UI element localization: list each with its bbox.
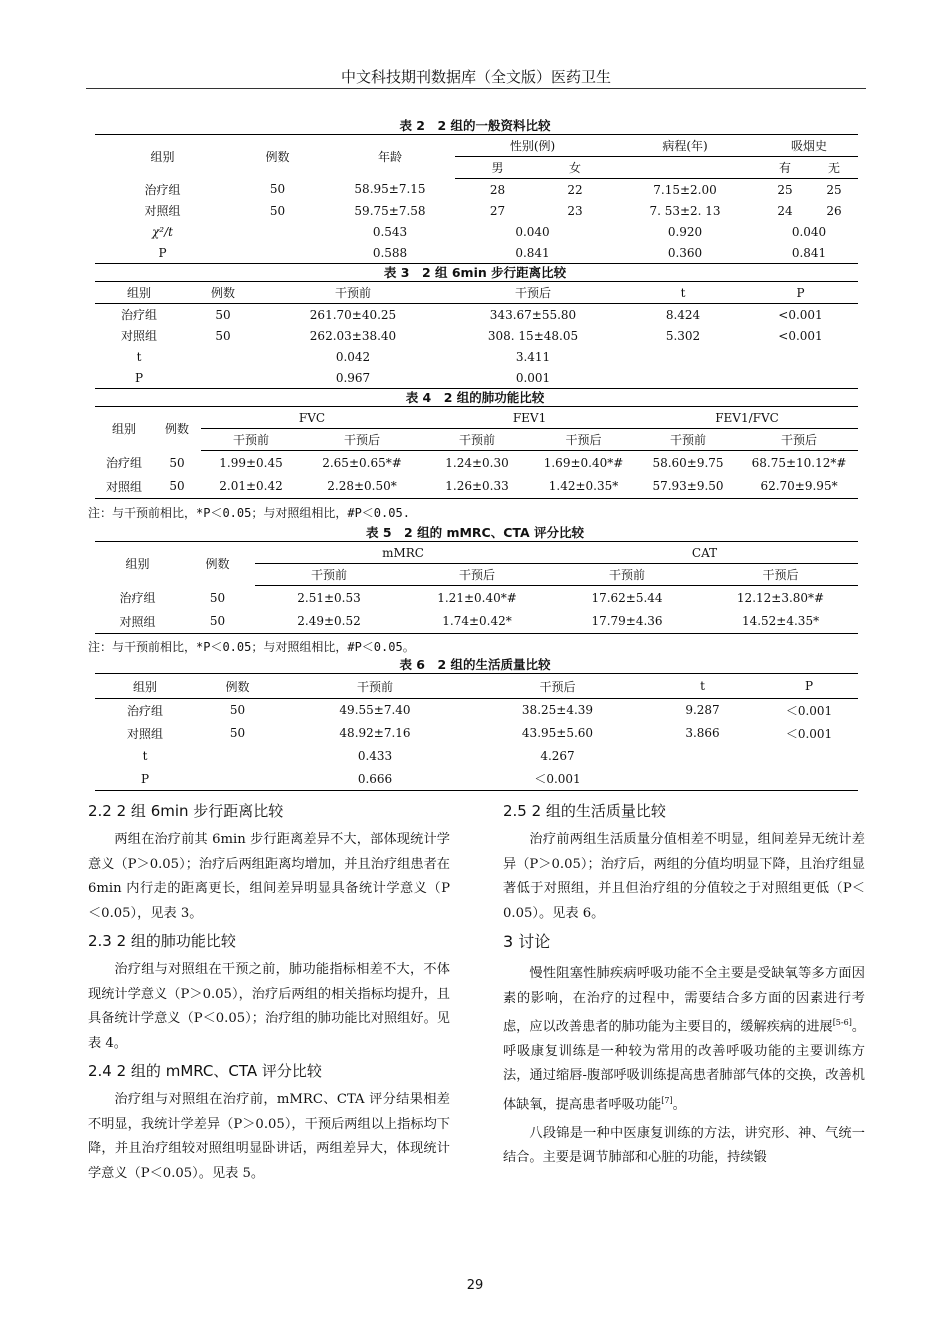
table2-h-sex: 性别(例) <box>455 135 610 157</box>
table4-cell: 58.60±9.75 <box>652 455 724 470</box>
table3-cell: <0.001 <box>778 307 823 322</box>
table4-cell: 对照组 <box>95 475 153 499</box>
table6-cell: P <box>95 768 195 791</box>
table6-header: 干预前 <box>280 674 470 699</box>
table3-cell: 50 <box>215 328 231 343</box>
table6-cell: ＜0.001 <box>470 768 645 791</box>
table-row <box>95 200 858 221</box>
table3-header: 例数 <box>183 282 263 304</box>
journal-header: 中文科技期刊数据库（全文版）医药卫生 <box>340 68 611 86</box>
table2-h-n: 例数 <box>230 135 325 179</box>
table3-cell <box>623 346 743 367</box>
table6-cell: 43.95±5.60 <box>521 726 594 740</box>
table3-header: 组别 <box>95 282 183 304</box>
table3-cell: 0.042 <box>335 349 371 364</box>
table2-cell: 27 <box>489 203 506 218</box>
table2-h-course-empty <box>610 157 760 179</box>
table3-header: 干预前 <box>263 282 443 304</box>
table3-cell <box>623 367 743 389</box>
section-2-5-text: 治疗前两组生活质量分值相差不明显，组间差异无统计差异（P＞0.05）；治疗后，两组的分值均明显下降，且治疗组显著低于对照组，并且但治疗组的分值较之于对照组更低（P＜0.05）。见表 6。 <box>503 832 865 921</box>
table6-header: 例数 <box>195 674 280 699</box>
discussion-paragraph-2: 八段锦是一种中医康复训练的方法，讲究形、神、气统一结合。主要是调节肺部和心脏的功能，持续锻 <box>503 1125 865 1166</box>
table6-cell: ＜0.001 <box>785 726 833 741</box>
table2-cell: 58.95±7.15 <box>354 182 426 197</box>
table2-cell: 0.841 <box>760 242 858 264</box>
section-2-2-text: 两组在治疗前其 6min 步行距离差异不大，部体现统计学意义（P＞0.05）；治疗后两组距离均增加，并且治疗组患者在 6min 内行走的距离更长，组间差异明显具备统计学意义（P＜0.05），见表 3。 <box>88 832 450 921</box>
table6-cell <box>195 768 280 791</box>
table6-cell: 4.267 <box>540 749 575 763</box>
table-row <box>95 699 858 722</box>
table3-header: P <box>743 282 858 304</box>
table5-cell: 17.79±4.36 <box>551 610 703 634</box>
table2-cell: P <box>95 242 230 264</box>
table6-cell <box>760 745 858 768</box>
table3-header: t <box>623 282 743 304</box>
table4-title: 表 4 2 组的肺功能比较 <box>405 390 545 405</box>
table-row <box>95 346 858 367</box>
table3-cell: 3.411 <box>515 349 551 364</box>
discussion-text-c: 。 <box>672 1097 686 1113</box>
table4-cell: 治疗组 <box>105 456 142 470</box>
table4-h-post: 干预后 <box>531 429 636 451</box>
table4-h-fev1: FEV1 <box>423 407 636 429</box>
table6-cell <box>645 768 760 791</box>
table-row <box>95 367 858 389</box>
table2-h-female: 女 <box>540 157 610 179</box>
table3-header: 干预后 <box>443 282 623 304</box>
section-2-2-title: 2.2 2 组 6min 步行距离比较 <box>88 802 284 820</box>
table5-cell: 50 <box>209 590 226 605</box>
table2-cell: 7. 53±2. 13 <box>649 203 721 218</box>
table6-cell: 0.433 <box>357 749 393 763</box>
table6-cell: 对照组 <box>126 726 163 741</box>
table3-cell: 0.967 <box>263 367 443 389</box>
table4-h-ratio: FEV1/FVC <box>636 407 858 429</box>
table6-cell: 48.92±7.16 <box>339 726 411 740</box>
table6-cell <box>645 745 760 768</box>
table2-cell: 0.588 <box>325 242 455 264</box>
table2-h-course: 病程(年) <box>610 135 760 157</box>
section-2-3-text: 治疗组与对照组在干预之前，肺功能指标相差不大，不体现统计学意义（P＞0.05），治疗后两组的相关指标均提升，且具备统计学意义（P＜0.05）；治疗组的肺功能比对照组好。见表 4。 <box>88 962 450 1051</box>
table6-header: 干预后 <box>470 674 645 699</box>
table6-cell: 50 <box>229 703 246 718</box>
table5-cell: 14.52±4.35* <box>703 610 858 634</box>
table-row <box>95 475 858 499</box>
table4-cell: 1.42±0.35* <box>531 475 636 499</box>
table2-cell: 0.040 <box>791 224 827 239</box>
table4-cell: 1.99±0.45 <box>219 455 283 470</box>
table2-cell: 22 <box>567 182 583 197</box>
discussion-text-a: 慢性阻塞性肺疾病呼吸功能不全主要是受缺氧等多方面因素的影响，在治疗的过程中，需要结合多方面的因素进行考虑，应以改善患者的肺功能为主要目的，缓解疾病的进展 <box>503 966 865 1035</box>
table2-title: 表 2 2 组的一般资料比较 <box>399 118 551 133</box>
table-row <box>95 221 858 242</box>
table3 <box>95 281 858 389</box>
table6-cell: 3.866 <box>685 726 720 740</box>
table4-note: 注：与干预前相比，*P＜0.05；与对照组相比，#P＜0.05. <box>88 506 410 520</box>
table5-cell: 2.49±0.52 <box>255 610 403 634</box>
section-3-title: 3 讨论 <box>503 932 551 951</box>
table3-cell: 8.424 <box>665 307 701 322</box>
table3-cell <box>183 367 263 389</box>
table2 <box>95 134 858 264</box>
table2-cell: 对照组 <box>144 204 181 218</box>
table3-cell: 对照组 <box>120 329 157 343</box>
table3-cell: 0.001 <box>443 367 623 389</box>
page-number: 29 <box>466 1278 484 1293</box>
table3-cell: 343.67±55.80 <box>489 307 577 322</box>
table4-h-pre: 干预前 <box>201 429 301 451</box>
table5-h-mmrc: mMRC <box>255 542 551 564</box>
table3-cell <box>743 346 858 367</box>
table3-cell <box>743 367 858 389</box>
table4-h-pre: 干预前 <box>423 429 531 451</box>
table4-h-fvc: FVC <box>201 407 423 429</box>
discussion-text-b: 。呼吸康复训练是一种较为常用的改善呼吸功能的主要训练方法，通过缩唇-腹部呼吸训练提高患者肺部气体的交换，改善机体缺氧，提高患者呼吸功能 <box>503 1019 865 1113</box>
table6-cell <box>760 768 858 791</box>
table-row <box>95 745 858 768</box>
header-rule <box>86 88 866 89</box>
table6-cell: ＜0.001 <box>785 703 833 718</box>
table-row <box>95 722 858 745</box>
table-row <box>95 768 858 791</box>
table2-cell: 50 <box>269 203 286 218</box>
table5-h-post: 干预后 <box>703 564 858 586</box>
table6-title: 表 6 2 组的生活质量比较 <box>399 657 551 672</box>
table3-cell: P <box>95 367 183 389</box>
table3-cell: t <box>136 349 142 364</box>
table-row <box>95 325 858 346</box>
table5-h-pre: 干预前 <box>255 564 403 586</box>
table2-h-age: 年龄 <box>325 135 455 179</box>
table3-cell: 308. 15±48.05 <box>487 328 579 343</box>
table2-h-smoke: 吸烟史 <box>760 135 858 157</box>
table4-cell: 62.70±9.95* <box>740 475 858 499</box>
table4-h-group: 组别 <box>95 407 153 451</box>
table5 <box>95 541 858 634</box>
table4-cell: 68.75±10.12*# <box>751 455 847 470</box>
table6-cell <box>195 745 280 768</box>
table2-cell: 26 <box>826 203 842 218</box>
table6-header: 组别 <box>95 674 195 699</box>
table2-cell: 25 <box>826 182 842 197</box>
table3-cell: 治疗组 <box>120 308 157 322</box>
table2-chi-label: χ²/t <box>152 224 173 239</box>
table4-cell: 2.28±0.50* <box>301 475 423 499</box>
table-row <box>95 451 858 475</box>
table-row <box>95 242 858 264</box>
table5-h-post: 干预后 <box>403 564 551 586</box>
table2-cell: 59.75±7.58 <box>354 203 426 218</box>
table5-note: 注：与干预前相比，*P＜0.05；与对照组相比，#P＜0.05。 <box>88 640 415 654</box>
section-2-5-title: 2.5 2 组的生活质量比较 <box>503 802 666 820</box>
table4-cell: 57.93±9.50 <box>636 475 740 499</box>
table2-cell: 治疗组 <box>144 182 181 197</box>
table4-h-n: 例数 <box>153 407 201 451</box>
table3-cell: <0.001 <box>778 328 823 343</box>
table4-h-pre: 干预前 <box>636 429 740 451</box>
table5-cell: 1.74±0.42* <box>403 610 551 634</box>
table2-h-yes: 有 <box>760 157 810 179</box>
table3-cell: 50 <box>215 307 231 322</box>
table2-cell: 28 <box>489 182 506 197</box>
table2-h-male: 男 <box>455 157 540 179</box>
table5-cell: 1.21±0.40*# <box>437 590 517 605</box>
table4-cell: 1.69±0.40*# <box>543 455 624 470</box>
table2-cell: 0.040 <box>515 224 550 239</box>
table2-cell: 50 <box>269 182 286 197</box>
table4-cell: 50 <box>153 475 201 499</box>
table5-h-pre: 干预前 <box>551 564 703 586</box>
table4-h-post: 干预后 <box>740 429 858 451</box>
table3-cell: 5.302 <box>665 328 701 343</box>
table6-cell: 49.55±7.40 <box>339 703 411 718</box>
table5-cell: 12.12±3.80*# <box>736 590 825 605</box>
right-column <box>503 800 865 1175</box>
table-row <box>95 610 858 634</box>
table6-header: t <box>645 674 760 699</box>
table5-cell: 17.62±5.44 <box>591 590 663 605</box>
table6-cell: 38.25±4.39 <box>521 703 594 718</box>
table5-cell: 2.51±0.53 <box>297 590 361 605</box>
table2-h-group: 组别 <box>95 135 230 179</box>
table6-cell: t <box>142 749 148 763</box>
table3-cell: 262.03±38.40 <box>309 328 397 343</box>
table2-cell: 0.920 <box>667 224 703 239</box>
table4-h-post: 干预后 <box>301 429 423 451</box>
table4-cell: 50 <box>169 455 185 470</box>
table2-cell <box>230 221 325 242</box>
table6-cell: 0.666 <box>280 768 470 791</box>
table5-title: 表 5 2 组的 mMRC、CTA 评分比较 <box>366 525 584 540</box>
table6 <box>95 673 858 791</box>
table2-cell <box>230 242 325 264</box>
table5-h-n: 例数 <box>180 542 255 586</box>
section-2-4-title: 2.4 2 组的 mMRC、CTA 评分比较 <box>88 1062 322 1080</box>
table4-cell: 1.26±0.33 <box>423 475 531 499</box>
table6-cell: 治疗组 <box>126 703 163 718</box>
table2-cell: 0.543 <box>372 224 408 239</box>
table5-cell: 50 <box>180 610 255 634</box>
table2-cell: 7.15±2.00 <box>653 182 717 197</box>
table-row <box>95 586 858 610</box>
table5-h-group: 组别 <box>95 542 180 586</box>
citation-5-6: [5-6] <box>832 1018 852 1027</box>
table5-h-cat: CAT <box>551 542 858 564</box>
table2-cell: 0.841 <box>455 242 610 264</box>
table4 <box>95 406 858 499</box>
table4-cell: 2.65±0.65*# <box>322 455 402 470</box>
section-2-3-title: 2.3 2 组的肺功能比较 <box>88 932 236 950</box>
table2-cell: 25 <box>777 182 793 197</box>
table6-header: P <box>760 674 858 699</box>
table2-cell: 24 <box>777 203 793 218</box>
discussion-paragraph-1 <box>503 962 865 1118</box>
table2-cell: 0.360 <box>610 242 760 264</box>
table-row <box>95 179 858 201</box>
table6-cell: 50 <box>229 726 246 740</box>
table2-cell: 23 <box>567 203 583 218</box>
table6-cell: 9.287 <box>685 703 720 718</box>
table3-cell <box>183 346 263 367</box>
left-column <box>88 800 450 1190</box>
section-2-4-text: 治疗组与对照组在治疗前，mMRC、CTA 评分结果相差不明显，我统计学差异（P＞0.05），干预后两组以上指标均下降，并且治疗组较对照组明显卧讲话，两组差异大，体现统计学意义（P＜0.05）。见表 5。 <box>88 1092 450 1181</box>
table5-cell: 对照组 <box>95 610 180 634</box>
citation-7: [7] <box>661 1095 673 1105</box>
table5-cell: 治疗组 <box>119 591 156 605</box>
table4-cell: 2.01±0.42 <box>201 475 301 499</box>
table3-cell: 261.70±40.25 <box>309 307 397 322</box>
table3-title: 表 3 2 组 6min 步行距离比较 <box>383 265 567 280</box>
table2-h-no: 无 <box>810 157 858 179</box>
table-row <box>95 304 858 326</box>
table4-cell: 1.24±0.30 <box>445 455 509 470</box>
